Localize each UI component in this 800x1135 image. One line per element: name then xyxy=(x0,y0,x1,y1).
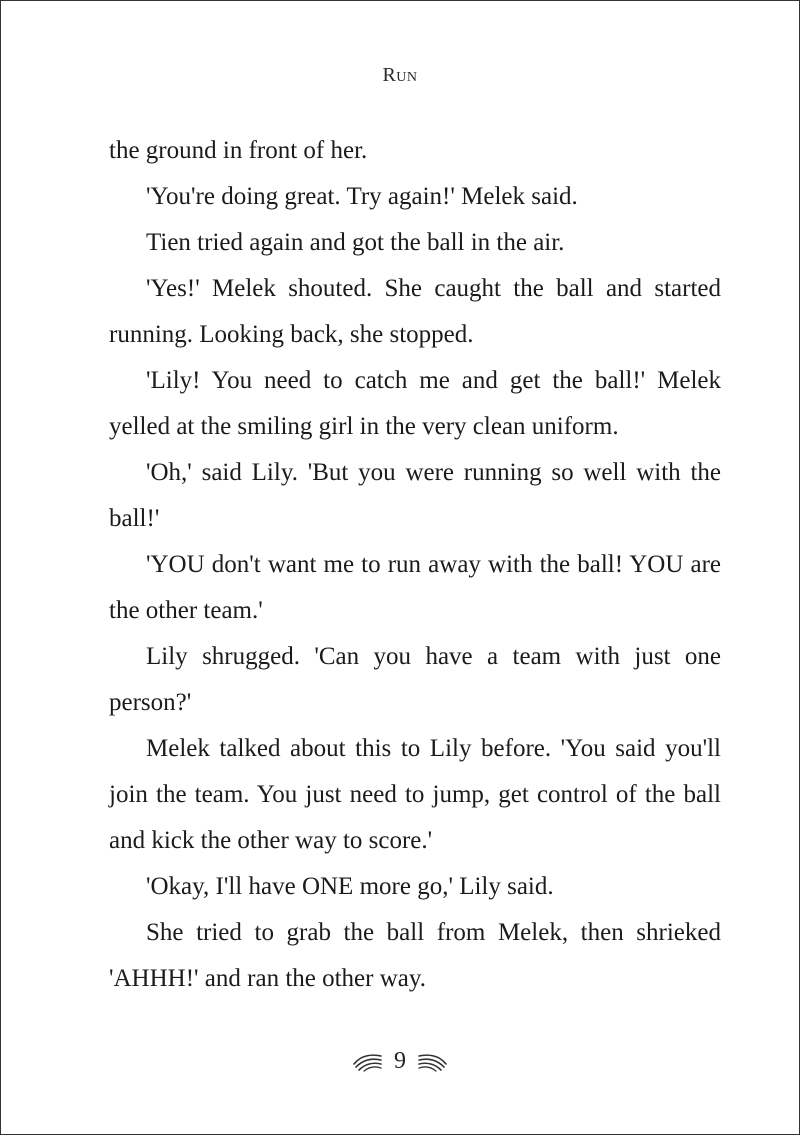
paragraph-1: the ground in front of her. xyxy=(109,137,368,164)
paragraph-9: Melek talked about this to Lily before. 'You said you'll join the team. You just need to jump, get control of the ball and kick the other way to score.' xyxy=(109,735,721,854)
wing-flourish-right-icon xyxy=(418,1052,448,1072)
page-folio xyxy=(1,1048,799,1075)
paragraph-7: 'YOU don't want me to run away with the ball! YOU are the other team.' xyxy=(109,551,721,624)
body-text xyxy=(109,128,721,1002)
paragraph-11: She tried to grab the ball from Melek, then shrieked 'AHHH!' and ran the other way. xyxy=(109,919,721,992)
paragraph-6: 'Oh,' said Lily. 'But you were running so well with the ball!' xyxy=(109,459,721,532)
running-head-title: Run xyxy=(382,64,418,86)
paragraph-8: Lily shrugged. 'Can you have a team with just one person?' xyxy=(109,643,721,716)
paragraph-5: 'Lily! You need to catch me and get the ball!' Melek yelled at the smiling girl in the very clean uniform. xyxy=(109,367,721,440)
wing-flourish-left-icon xyxy=(352,1052,382,1072)
page-number: 9 xyxy=(394,1048,406,1074)
paragraph-4: 'Yes!' Melek shouted. She caught the ball and started running. Looking back, she stopped. xyxy=(109,275,721,348)
paragraph-3: Tien tried again and got the ball in the air. xyxy=(146,229,565,256)
paragraph-10: 'Okay, I'll have ONE more go,' Lily said. xyxy=(146,873,554,900)
paragraph-2: 'You're doing great. Try again!' Melek said. xyxy=(146,183,578,210)
